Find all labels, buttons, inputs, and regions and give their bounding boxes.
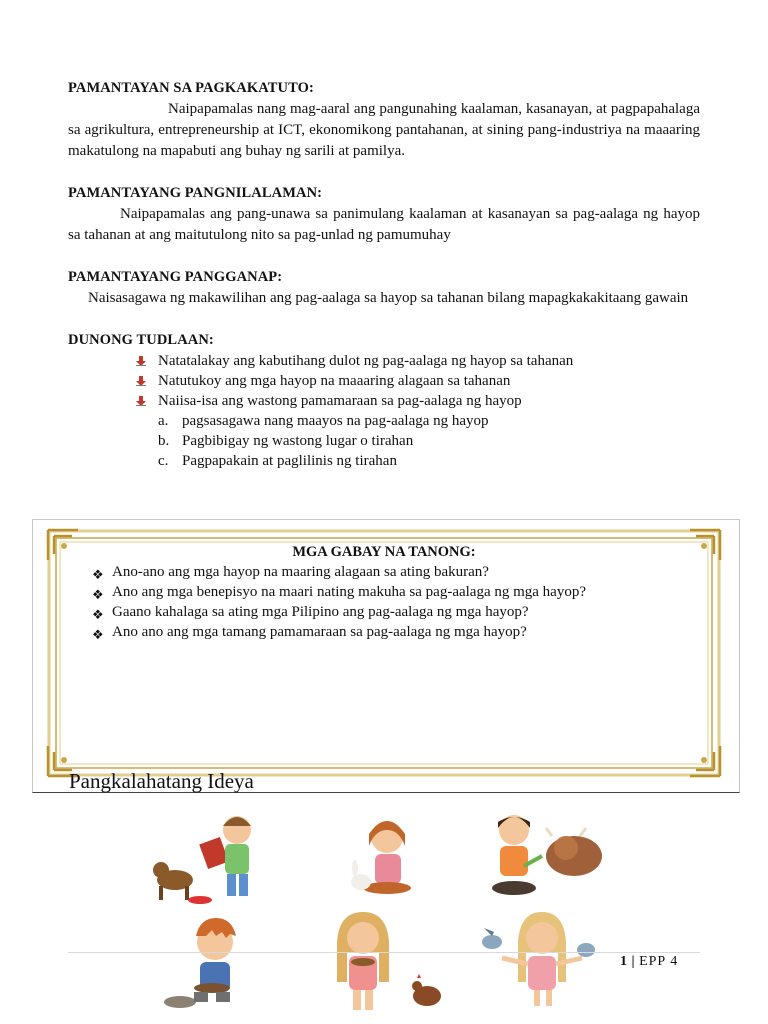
heading-pamantayang-pangganap: PAMANTAYANG PANGGANAP: [68, 269, 283, 285]
four-diamond-bullet-icon: ❖ [92, 627, 104, 642]
four-diamond-bullet-icon: ❖ [92, 567, 104, 582]
boy-feeding-dog-illustration [145, 808, 275, 908]
page-footer [620, 954, 678, 970]
list-item [136, 371, 700, 391]
heading-dunong-tudlaan: DUNONG TUDLAAN: [68, 332, 214, 348]
list-letter: a. [158, 413, 169, 429]
arrow-down-bullet-icon [136, 376, 146, 386]
list-item [92, 604, 712, 624]
girl-with-birds-illustration [478, 908, 603, 1008]
paragraph-pamantayan-pagkakatuto: Naipapamalas nang mag-aaral ang pangunahing kaalaman, kasanayan, at pagpapahalaga sa agrikultura, entrepreneurship at ICT, ekonomikong pantahanan, at sining pang-industriya na maaaring makatulong na mapabuti ang buhay ng sarili at pamilya. [68, 101, 700, 159]
paragraph-pamantayang-pangganap: Naisasagawa ng makawilihan ang pag-aalaga sa hayop sa tahanan bilang mapagkakakitaang gawain [88, 290, 689, 306]
list-letter: b. [158, 433, 170, 449]
guide-questions-title: MGA GABAY NA TANONG: [292, 544, 476, 560]
list-item [136, 391, 700, 411]
list-item [136, 351, 700, 371]
question-text: Gaano kahalaga sa ating mga Pilipino ang pag-aalaga ng mga hayop? [112, 604, 529, 620]
list-item [92, 564, 712, 584]
section-title-pangkalahatang-ideya: Pangkalahatang Ideya [69, 769, 254, 793]
guide-questions-list [92, 564, 712, 644]
heading-pamantayang-pangnilalaman: PAMANTAYANG PANGNILALAMAN: [68, 185, 323, 201]
list-item-text: Natutukoy ang mga hayop na maaaring alagaan sa tahanan [158, 373, 511, 389]
list-item [158, 411, 700, 431]
list-item-text: Pagpapakain at paglilinis ng tirahan [182, 453, 397, 469]
heading-pamantayan-pagkakatuto: PAMANTAYAN SA PAGKAKATUTO: [68, 80, 314, 96]
list-item [158, 431, 700, 451]
sub-objectives-list [68, 411, 700, 471]
objectives-list [68, 351, 700, 411]
list-item [92, 624, 712, 644]
arrow-down-bullet-icon [136, 396, 146, 406]
page-separator: | [631, 954, 635, 969]
list-item-text: pagsasagawa nang maayos na pag-aalaga ng hayop [182, 413, 489, 429]
page-number: 1 [620, 954, 627, 969]
subject-label: EPP 4 [639, 954, 679, 969]
list-item-text: Pagbibigay ng wastong lugar o tirahan [182, 433, 414, 449]
paragraph-pamantayang-pangnilalaman: Naipapamalas ang pang-unawa sa panimulang kaalaman at kasanayan sa pag-aalaga ng hayop sa tahanan at ang maitutulong nito sa pag-unlad ng pamumuhay [68, 206, 700, 243]
list-item-text: Natatalakay ang kabutihang dulot ng pag-aalaga ng hayop sa tahanan [158, 353, 574, 369]
boy-with-cow-illustration [488, 808, 606, 900]
question-text: Ano ano ang mga tamang pamamaraan sa pag-aalaga ng mga hayop? [112, 624, 527, 640]
question-text: Ano ang mga benepisyo na maari nating makuha sa pag-aalaga ng mga hayop? [112, 584, 587, 600]
four-diamond-bullet-icon: ❖ [92, 587, 104, 602]
list-letter: c. [158, 453, 169, 469]
question-text: Ano-ano ang mga hayop na maaring alagaan sa ating bakuran? [112, 564, 489, 580]
boy-feeding-hedgehog-illustration [160, 918, 255, 1010]
girl-feeding-chicken-illustration [325, 912, 450, 1012]
girl-with-rabbit-illustration [345, 812, 425, 897]
arrow-down-bullet-icon [136, 356, 146, 366]
list-item [92, 584, 712, 604]
footer-divider [68, 952, 700, 953]
guide-questions-frame [46, 528, 722, 778]
four-diamond-bullet-icon: ❖ [92, 607, 104, 622]
list-item [158, 451, 700, 471]
document-body [68, 78, 700, 471]
list-item-text: Naiisa-isa ang wastong pamamaraan sa pag-aalaga ng hayop [158, 393, 522, 409]
